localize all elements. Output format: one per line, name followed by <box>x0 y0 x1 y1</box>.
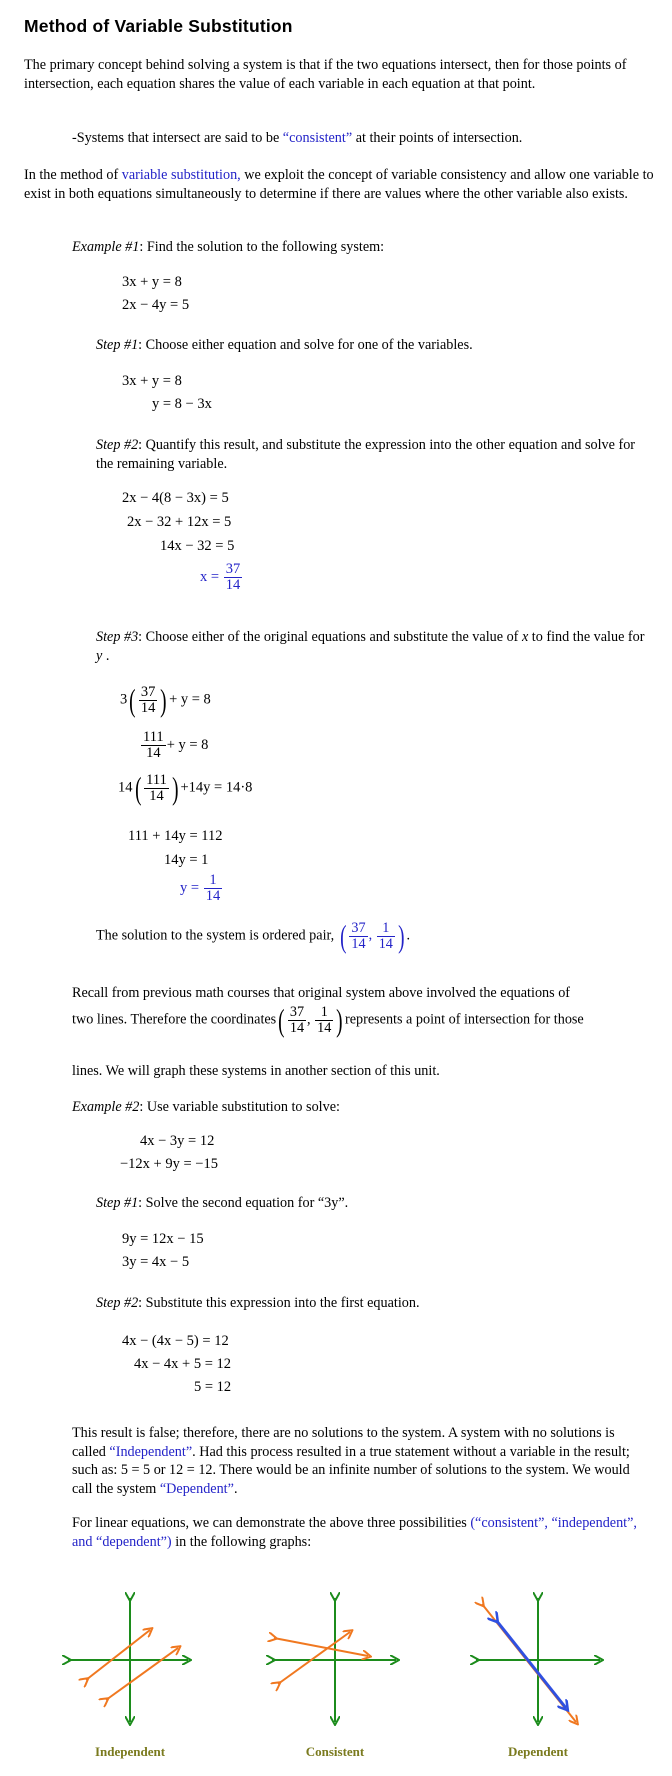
graph-label-independent: Independent <box>94 1744 166 1759</box>
ex1-step3-var-x: x <box>521 629 529 645</box>
variable-substitution-term: variable substitution, <box>121 167 241 183</box>
e1-num: 37 <box>140 683 156 700</box>
graphs-figure <box>0 1556 672 1776</box>
ex2-step2-text: : Substitute this expression into the first equation. <box>138 1295 420 1311</box>
x-result-den: 14 <box>225 577 241 593</box>
graph3-line-b <box>496 1620 566 1708</box>
ex2-step1-text: : Solve the second equation for “3y”. <box>138 1195 349 1211</box>
ex1-step2-label: Step #2 <box>96 437 139 453</box>
e3-coef: 14 <box>118 779 133 796</box>
recall-line2: two lines. Therefore the coordinates( $\frac{37}{14}$ , $\frac{1}{14}$ ) represents a point of intersection for those <box>72 1002 584 1038</box>
ex1-step3-eq1: 3( $\frac{37}{14}$ ) + y = 8 <box>120 682 211 718</box>
recall-line3: lines. We will graph these systems in another section of this unit. <box>72 1063 440 1079</box>
ex1-step3-eq3: 14( $\frac{111}{14}$ ) +14y = 14·8 <box>118 770 253 806</box>
recall-d1: 14 <box>289 1019 305 1036</box>
result-text2: . Had this process resulted in a true statement without a variable in the result; such as: 5 = 5 or 12 = 12. There would be an infinite number of solutions to the system. We would call the system <box>72 1443 630 1497</box>
graph2-line-b <box>278 1632 350 1684</box>
ex2-step1-label: Step #1 <box>96 1195 139 1211</box>
e1-coef: 3 <box>120 691 128 708</box>
recall-line1: Recall from previous math courses that original system above involved the equations of <box>72 985 571 1001</box>
result-text3: . <box>233 1480 238 1497</box>
graph-dependent <box>476 1598 600 1722</box>
linear-paragraph <box>72 1514 640 1551</box>
ex1-step1 <box>96 336 473 354</box>
solution-text: The solution to the system is ordered pair, <box>96 927 335 944</box>
e2-num: 111 <box>143 729 164 745</box>
ex2-step2-label: Step #2 <box>96 1295 139 1311</box>
ex1-step2-eq2: 2x − 32 + 12x = 5 <box>127 514 232 530</box>
ex1-step3-text2: to find the value for <box>528 629 645 645</box>
e3-den: 14 <box>149 787 164 804</box>
y-result-lhs: y = <box>180 879 200 896</box>
consistent-note-text: -Systems that intersect are said to be <box>72 130 283 146</box>
recall-l2a: two lines. Therefore the coordinates <box>72 1011 277 1028</box>
method-paragraph <box>24 166 654 203</box>
x-result-num: 37 <box>225 561 241 577</box>
x-result-lhs: x = <box>200 568 220 585</box>
e3-num: 111 <box>146 771 167 788</box>
x-result <box>200 562 243 593</box>
example2-label: Example #2 <box>72 1099 140 1115</box>
linear-text1: For linear equations, we can demonstrate the above three possibilities <box>72 1515 471 1531</box>
graph-label-dependent: Dependent <box>508 1744 568 1759</box>
independent-term: “Independent” <box>109 1443 193 1460</box>
y-result-den: 14 <box>205 888 221 904</box>
ex1-solution: The solution to the system is ordered pair, ( $\frac{37}{14}$ , $\frac{1}{14}$ ) . <box>96 918 411 954</box>
result-text1: This result is false; therefore, there are no solutions to the system. A system with no solutions is called <box>72 1425 615 1460</box>
solution-n1: 37 <box>351 919 366 936</box>
recall-n1: 37 <box>289 1003 305 1020</box>
solution-n2: 1 <box>377 921 395 937</box>
solution-d1: 14 <box>351 935 366 952</box>
ex1-step2 <box>96 436 646 473</box>
example2-text: : Use variable substitution to solve: <box>139 1099 340 1115</box>
consistent-note-end: at their points of intersection. <box>352 130 523 146</box>
ex2-system-eq2: −12x + 9y = −15 <box>120 1156 218 1172</box>
recall-d2: 14 <box>317 1019 332 1036</box>
ex1-step1-eq2: y = 8 − 3x <box>152 396 212 412</box>
ex2-step1-eq2: 3y = 4x − 5 <box>122 1254 190 1270</box>
dependent-term: “Dependent” <box>159 1480 234 1497</box>
intro-paragraph: The primary concept behind solving a system is that if the two equations intersect, then for those points of intersection, each equation shares the value of each variable in each equation at that point. <box>24 57 627 92</box>
ex1-system-eq1: 3x + y = 8 <box>122 274 182 290</box>
example2-heading <box>72 1098 340 1116</box>
example1-label: Example #1 <box>72 239 140 255</box>
ex2-step2-eq1: 4x − (4x − 5) = 12 <box>122 1333 229 1349</box>
solution-d2: 14 <box>378 935 393 952</box>
y-result-num: 1 <box>204 873 223 889</box>
solution-end: . <box>406 927 411 944</box>
method-text: In the method of <box>24 167 122 183</box>
ex2-step1 <box>96 1194 348 1212</box>
ex1-step3-eq5: 14y = 1 <box>164 852 209 868</box>
ex2-step2-eq2: 4x − 4x + 5 = 12 <box>134 1356 232 1372</box>
recall-l2b: represents a point of intersection for those <box>344 1011 584 1028</box>
example1-text: : Find the solution to the following system: <box>139 239 385 255</box>
page-title: Method of Variable Substitution <box>24 16 293 36</box>
graph-label-consistent: Consistent <box>305 1744 365 1759</box>
example1-heading <box>72 238 384 256</box>
y-result <box>180 873 223 904</box>
ex1-system-eq2: 2x − 4y = 5 <box>122 297 190 313</box>
method-text-end: we exploit the concept of variable consistency and allow one variable to exist in both equations simultaneously to determine if there are values where the other variable also exists. <box>24 167 654 202</box>
e3-rest: +14y = 14·8 <box>180 779 253 796</box>
consistent-term: “consistent” <box>282 130 353 146</box>
graph-consistent <box>272 1598 396 1722</box>
consistent-note <box>72 129 522 147</box>
ex2-step1-eq1: 9y = 12x − 15 <box>122 1231 204 1247</box>
ex2-system-eq1: 4x − 3y = 12 <box>140 1133 215 1149</box>
ex1-step3-var-y: y <box>96 647 103 664</box>
ex1-step1-label: Step #1 <box>96 337 139 353</box>
ex1-step2-eq1: 2x − 4(8 − 3x) = 5 <box>122 490 229 506</box>
ex2-step2-eq3: 5 = 12 <box>194 1379 232 1395</box>
ex1-step1-eq1: 3x + y = 8 <box>122 373 182 389</box>
ex1-step3-label: Step #3 <box>96 629 139 645</box>
linear-text2: in the following graphs: <box>171 1533 312 1550</box>
ex1-step3-text3: . <box>102 647 110 664</box>
graph1-line-a <box>86 1630 150 1680</box>
recall-n2: 1 <box>315 1005 333 1021</box>
e1-rest: + y = 8 <box>169 691 211 708</box>
ex1-step3-text1: : Choose either of the original equations and substitute the value of <box>138 629 522 645</box>
ex1-step2-eq3: 14x − 32 = 5 <box>160 538 235 554</box>
ex2-step2 <box>96 1294 420 1312</box>
result-paragraph <box>72 1424 640 1498</box>
ex1-step3 <box>96 628 646 665</box>
e2-den: 14 <box>146 745 161 761</box>
ex1-step1-text: : Choose either equation and solve for one of the variables. <box>138 337 473 353</box>
graph-independent <box>68 1598 188 1722</box>
possibilities-terms: (“consistent”, “independent”, and “dependent”) <box>72 1515 637 1550</box>
e1-den: 14 <box>140 699 156 716</box>
ex1-step3-eq4: 111 + 14y = 112 <box>128 828 223 844</box>
ex1-step2-text: : Quantify this result, and substitute the expression into the other equation and solve for the remaining variable. <box>96 437 636 472</box>
e2-rest: + y = 8 <box>166 736 209 753</box>
ex1-step3-eq2 <box>140 730 208 761</box>
